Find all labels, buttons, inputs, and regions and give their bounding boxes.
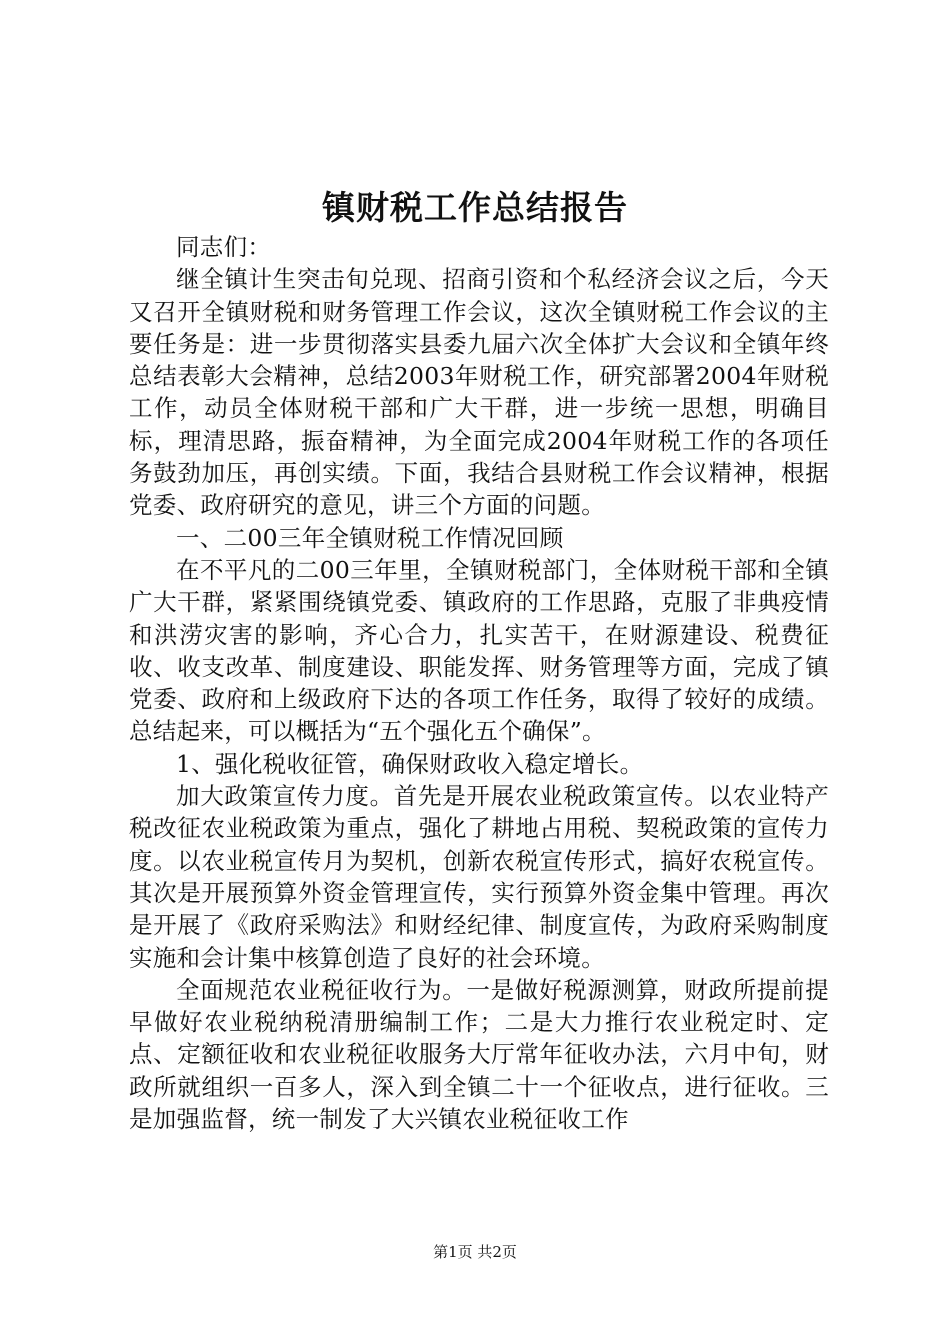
subsection-heading: 1、强化税收征管，确保财政收入稳定增长。 [176,749,644,778]
collection-paragraph: 全面规范农业税征收行为。一是做好税源测算，财政所提前提早做好农业税纳税清册编制工作；二是大力推行农业税定时、定点、定额征收和农业税征收服务大厅常年征收办法，六月中旬，财政所就组织一百多人，深入到全镇二十一个征收点，进行征收。三是加强监督，统一制发了大兴镇农业税征收工作 [129,975,829,1134]
review-paragraph: 在不平凡的二00三年里，全镇财税部门，全体财税干部和全镇广大干群，紧紧围绕镇党委、镇政府的工作思路，克服了非典疫情和洪涝灾害的影响，齐心合力，扎实苦干，在财源建设、税费征收、收支改革、制度建设、职能发挥、财务管理等方面，完成了镇党委、政府和上级政府下达的各项工作任务，取得了较好的成绩。总结起来，可以概括为“五个强化五个确保”。 [129,555,829,746]
section-heading: 一、二00三年全镇财税工作情况回顾 [176,523,564,552]
page-footer: 第1页 共2页 [433,1243,517,1261]
policy-paragraph: 加大政策宣传力度。首先是开展农业税政策宣传。以农业特产税改征农业税政策为重点，强化了耕地占用税、契税政策的宣传力度。以农业税宣传月为契机，创新农税宣传形式，搞好农税宣传。其次是开展预算外资金管理宣传，实行预算外资金集中管理。再次是开展了《政府采购法》和财经纪律、制度宣传，为政府采购制度实施和会计集中核算创造了良好的社会环境。 [129,782,829,972]
intro-paragraph: 继全镇计生突击旬兑现、招商引资和个私经济会议之后，今天又召开全镇财税和财务管理工作会议，这次全镇财税工作会议的主要任务是：进一步贯彻落实县委九届六次全体扩大会议和全镇年终总结表彰大会精神，总结2003年财税工作，研究部署2004年财税工作，动员全体财税干部和广大干群，进一步统一思想，明确目标，理清思路，振奋精神，为全面完成2004年财税工作的各项任务鼓劲加压，再创实绩。下面，我结合县财税工作会议精神，根据党委、政府研究的意见，讲三个方面的问题。 [129,265,829,520]
document-title: 镇财税工作总结报告 [322,188,628,227]
salutation-paragraph: 同志们： [176,233,272,261]
document-body [129,231,829,1135]
